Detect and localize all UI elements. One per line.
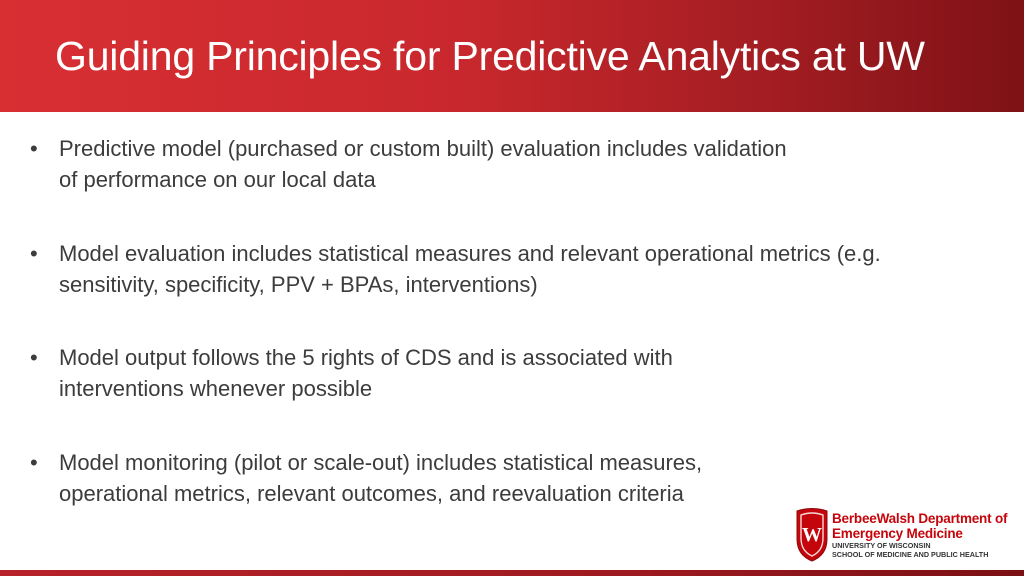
bullet-text (59, 238, 881, 300)
logo-school-line: SCHOOL OF MEDICINE AND PUBLIC HEALTH (832, 550, 989, 559)
logo-text (832, 511, 1007, 559)
bullet-text (59, 133, 787, 195)
bullet-marker: • (30, 345, 38, 370)
bullet-line: of performance on our local data (59, 167, 376, 192)
bullet-text (59, 447, 702, 509)
bullet-line: Model evaluation includes statistical measures and relevant operational metrics (e.g. (59, 241, 881, 266)
bullet-marker: • (30, 450, 38, 475)
slide-title: Guiding Principles for Predictive Analytics at UW (55, 33, 925, 79)
bullet-line: Predictive model (purchased or custom built) evaluation includes validation (59, 136, 787, 161)
bullet-line: Model output follows the 5 rights of CDS and is associated with (59, 345, 673, 370)
logo-dept-line-2: Emergency Medicine (832, 526, 963, 541)
bullet-line: operational metrics, relevant outcomes, and reevaluation criteria (59, 481, 684, 506)
logo-univ-line: UNIVERSITY OF WISCONSIN (832, 541, 931, 550)
bullet-line: sensitivity, specificity, PPV + BPAs, interventions) (59, 272, 538, 297)
bullet-line: interventions whenever possible (59, 376, 373, 401)
department-logo (794, 505, 1020, 567)
logo-dept-line-1: BerbeeWalsh Department of (832, 511, 1008, 526)
footer-bar (0, 570, 1024, 576)
crest-letter: W (802, 524, 822, 546)
bullet-line: Model monitoring (pilot or scale-out) includes statistical measures, (59, 450, 703, 475)
bullet-marker: • (30, 241, 38, 266)
bullet-marker: • (30, 136, 38, 161)
uw-crest-icon (794, 505, 830, 563)
bullet-text (59, 342, 673, 404)
